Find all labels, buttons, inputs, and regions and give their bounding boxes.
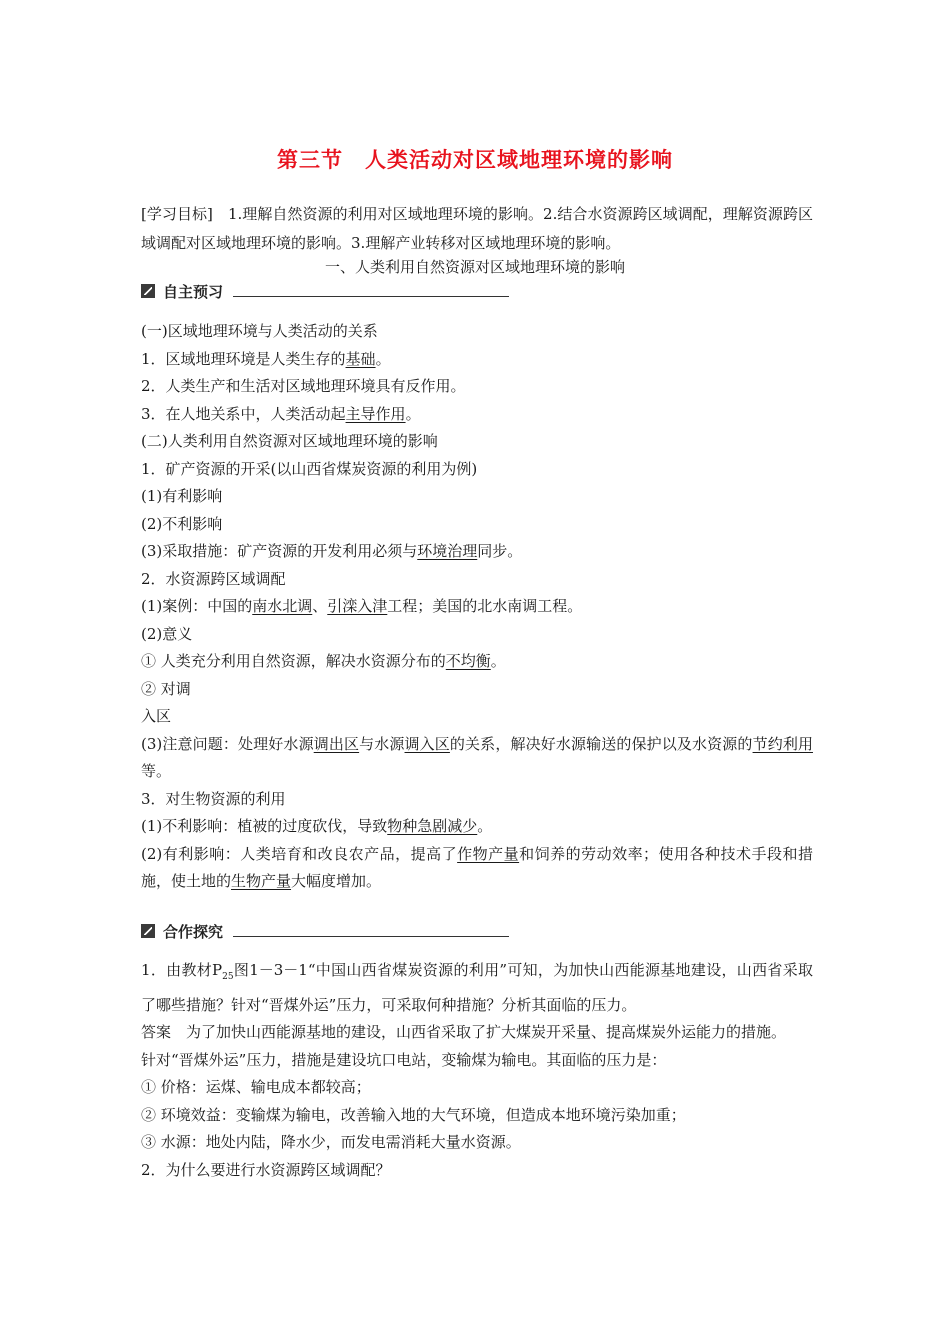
preview-content xyxy=(141,318,813,896)
text-line: ② 对调 xyxy=(141,679,191,698)
section-heading: 一、人类利用自然资源对区域地理环境的影响 xyxy=(324,258,625,276)
text: 。 xyxy=(477,817,493,835)
answer-blank: 调入区 xyxy=(404,734,450,753)
answer-blank: 引滦入津 xyxy=(327,597,388,615)
preview-section-bar xyxy=(141,280,509,302)
answer-blank: 环境治理 xyxy=(417,542,478,560)
text: 1．区域地理环境是人类生存的 xyxy=(141,349,346,368)
text-line xyxy=(141,813,813,841)
text-line xyxy=(141,538,813,566)
answer-line: ② 环境效益：变输煤为输电，改善输入地的大气环境，但造成本地环境污染加重； xyxy=(141,1105,686,1124)
section-marker-icon xyxy=(141,924,155,938)
text: (3)采取措施：矿产资源的开发利用必须与 xyxy=(141,542,418,560)
text: 同步。 xyxy=(477,542,523,560)
text-line: (一)区域地理环境与人类活动的关系 xyxy=(141,322,378,340)
text-line: 2．水资源跨区域调配 xyxy=(141,569,286,588)
answer-blank: 主导作用 xyxy=(345,404,406,423)
section-rule xyxy=(233,925,509,937)
text: 3．在人地关系中，人类活动起 xyxy=(141,404,346,423)
answer-blank: 基础 xyxy=(345,349,376,368)
page-subscript: 25 xyxy=(222,972,234,982)
text: 。 xyxy=(405,404,421,423)
text-line xyxy=(141,401,813,429)
page-title: 第三节 人类活动对区域地理环境的影响 xyxy=(277,148,673,172)
section-marker-icon xyxy=(141,284,155,298)
answer-line: 答案 为了加快山西能源基地的建设，山西省采取了扩大煤炭开采量、提高煤炭外运能力的措施。 xyxy=(141,1023,787,1041)
text-line xyxy=(141,731,813,786)
text: 等。 xyxy=(141,762,172,780)
text-line: 1．矿产资源的开采(以山西省煤炭资源的利用为例) xyxy=(141,459,478,478)
learning-goals: [学习目标] 1.理解自然资源的利用对区域地理环境的影响。2.结合水资源跨区域调配，理解资源跨区域调配对区域地理环境的影响。3.理解产业转移对区域地理环境的影响。 xyxy=(141,205,813,252)
preview-label: 自主预习 xyxy=(163,282,224,301)
text-line xyxy=(141,841,813,896)
question-1 xyxy=(141,957,813,1019)
text: 和饲养的劳动效率；使用各种技术手段和措施，使土地的 xyxy=(141,844,813,890)
answer-line: 针对“晋煤外运”压力，措施是建设坑口电站，变输煤为输电。其面临的压力是： xyxy=(141,1050,667,1069)
text: (1)不利影响：植被的过度砍伐，导致 xyxy=(141,817,388,835)
explore-label: 合作探究 xyxy=(163,922,224,941)
answer-blank: 作物产量 xyxy=(457,844,520,863)
text-line: (1)有利影响 xyxy=(141,487,223,505)
answer-blank: 物种急剧减少 xyxy=(387,817,478,835)
text-line: 2．人类生产和生活对区域地理环境具有反作用。 xyxy=(141,377,466,395)
text: 、 xyxy=(312,597,328,615)
text-line: (2)不利影响 xyxy=(141,514,223,533)
text: 。 xyxy=(375,349,391,368)
text: (1)案例：中国的 xyxy=(141,597,253,615)
text: (2)有利影响：人类培育和改良农产品，提高了 xyxy=(141,844,458,863)
text-line: 入区 xyxy=(141,707,172,725)
text: (3)注意问题：处理好水源 xyxy=(141,734,314,753)
answer-blank: 生物产量 xyxy=(231,872,292,890)
section-rule xyxy=(233,285,509,297)
text: 。 xyxy=(490,652,506,670)
text-line: (二)人类利用自然资源对区域地理环境的影响 xyxy=(141,432,438,450)
text: 工程；美国的北水南调工程。 xyxy=(387,597,583,615)
text: 大幅度增加。 xyxy=(291,872,382,890)
text-line xyxy=(141,346,813,374)
text-line: 3．对生物资源的利用 xyxy=(141,789,286,808)
answer-blank: 节约利用 xyxy=(752,734,813,753)
text-line: (2)意义 xyxy=(141,624,193,643)
text: 与水源 xyxy=(359,734,405,753)
text: ① 人类充分利用自然资源，解决水资源分布的 xyxy=(141,652,446,670)
answer-line: ① 价格：运煤、输电成本都较高； xyxy=(141,1078,371,1096)
explore-section-bar xyxy=(141,920,509,942)
answer-blank: 南水北调 xyxy=(252,597,313,615)
answer-line: ③ 水源：地处内陆，降水少，而发电需消耗大量水资源。 xyxy=(141,1133,521,1151)
question-2: 2．为什么要进行水资源跨区域调配？ xyxy=(141,1160,391,1179)
answer-blank: 调出区 xyxy=(313,734,360,753)
text: 1．由教材P xyxy=(141,961,223,979)
explore-content xyxy=(141,957,813,1184)
text-line xyxy=(141,593,813,621)
text: 图1－3－1“中国山西省煤炭资源的利用”可知，为加快山西能源基地建设，山西省采取了哪些措施？针对“晋煤外运”压力，可采取何种措施？分析其面临的压力。 xyxy=(141,961,813,1014)
text-line xyxy=(141,648,813,676)
text: 的关系，解决好水源输送的保护以及水资源的 xyxy=(449,734,753,753)
answer-blank: 不均衡 xyxy=(445,652,491,670)
